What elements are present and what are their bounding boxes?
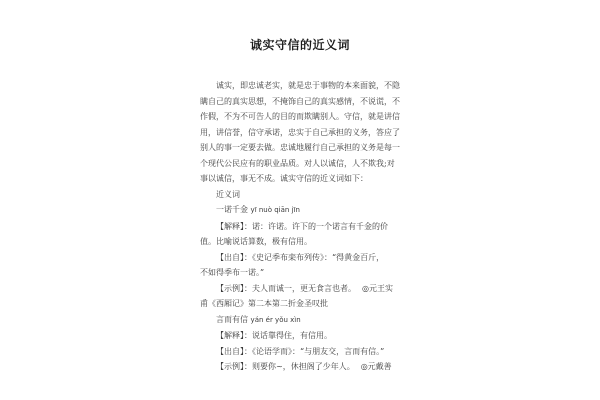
example-text: ：则要你~，休担阁了少年人。 — [244, 362, 355, 371]
example-label: 【示例】 — [216, 362, 244, 371]
source-label: 【出自】 — [216, 346, 244, 356]
entry-title — [200, 312, 400, 329]
entry-explain — [200, 219, 400, 235]
example-mark: ◎元戴善 — [360, 362, 392, 371]
entry-source — [200, 344, 400, 360]
entry-pinyin: yán ér yǒu xìn — [250, 315, 301, 324]
entry-explain — [200, 328, 400, 344]
example-mark: ◎元王实 — [362, 283, 393, 293]
entry-source — [200, 250, 400, 266]
explain-text: ：说话靠得住，有信用。 — [244, 331, 332, 340]
intro-paragraph: 诚实，即忠诚老实，就是忠于事物的本来面貌，不隐瞒自己的真实思想，不掩饰自己的真实感情，不说谎，不作假，不为不可告人的目的而欺瞒别人。守信，就是讲信用，讲信誉，信守承诺，忠实于自己承担的义务，答应了别人的事一定要去做。忠诚地履行自己承担的义务是每一个现代公民应有的职业品质。对人以诚信，人不欺我;对事以诚信，事无不成。诚实守信的近义词如下： — [200, 81, 400, 183]
source-label: 【出自】 — [216, 252, 244, 262]
article-body — [200, 78, 400, 375]
example-label: 【示例】 — [216, 283, 244, 293]
entry-example-cont: 甫《西厢记》第二本第二折金圣叹批 — [200, 299, 328, 308]
explain-text: ：诺：许诺。许下的一个诺言有千金的价 — [244, 221, 388, 231]
entry-example — [200, 281, 400, 297]
explain-label: 【解释】 — [216, 221, 244, 231]
example-text: ：夫人而诚一，更无食言也者。 — [244, 283, 356, 293]
explain-label: 【解释】 — [216, 331, 244, 340]
section-heading: 近义词 — [216, 189, 240, 199]
entry-title — [200, 202, 400, 219]
entry-word: 言而有信 — [216, 314, 248, 324]
source-text: ：《论语学而》：“与朋友交，言而有信。” — [244, 346, 385, 356]
entry-example — [200, 359, 400, 375]
source-text: ：《史记季布栾布列传》：“得黄金百斤， — [244, 252, 385, 262]
entry-word: 一诺千金 — [216, 205, 248, 214]
entry-source-cont: 不如得季布一诺。” — [200, 268, 265, 277]
page-title: 诚实守信的近义词 — [249, 38, 350, 52]
entry-pinyin: yī nuò qiān jīn — [250, 206, 300, 214]
entry-explain-cont: 值。比喻说话算数，极有信用。 — [200, 237, 312, 246]
